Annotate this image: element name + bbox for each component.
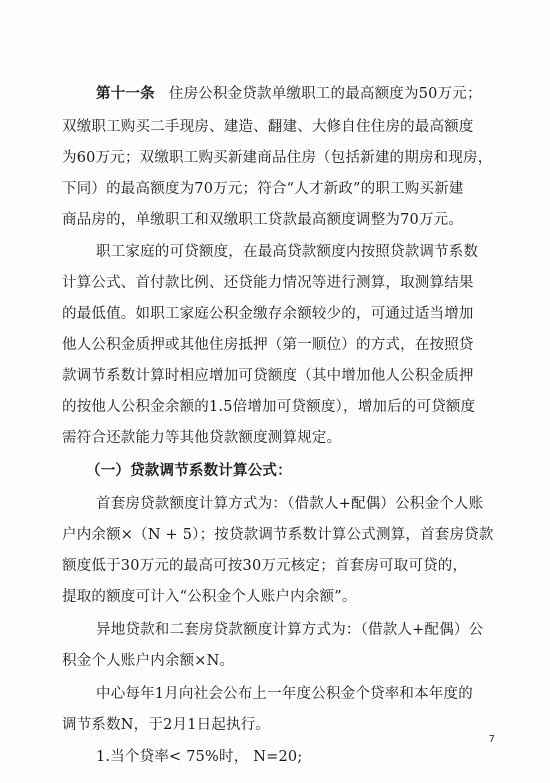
- para2-line-3: 的最低值。如职工家庭公积金缴存余额较少的，可通过适当增加: [62, 306, 474, 322]
- para3-line-3: 额度低于30万元的最高可按30万元核定；首套房可取可贷的，: [62, 558, 468, 574]
- article-first-line: [96, 84, 482, 104]
- para5-line-2: 调节系数N，于2月1日起执行。: [62, 717, 271, 733]
- para2-line-5: 款调节系数计算时相应增加可贷额度（其中增加他人公积金质押: [62, 368, 474, 384]
- para2-line-6: 的按他人公积金余额的1.5倍增加可贷额度），增加后的可贷额度: [62, 399, 476, 415]
- para2-line-1: 职工家庭的可贷额度，在最高贷款额度内按照贷款调节系数: [96, 244, 479, 260]
- para3-line-2: 户内余额×（N + 5）；按贷款调节系数计算公式测算，首套房贷款: [62, 527, 494, 543]
- list-item-1: 1.当个贷率< 75%时， N=20;: [96, 749, 303, 765]
- para4-line-1: 异地贷款和二套房贷款额度计算方式为：（借款人+配偶）公: [96, 622, 484, 638]
- article-heading: 第十一条: [96, 86, 155, 102]
- article-line-5: 商品房的，单缴职工和双缴职工贷款最高额度调整为70万元。: [62, 212, 464, 228]
- para2-line-2: 计算公式、首付款比例、还贷能力情况等进行测算，取测算结果: [62, 275, 474, 291]
- para5-line-1: 中心每年1月向社会公布上一年度公积金个贷率和本年度的: [96, 686, 473, 702]
- article-line-4: 下同）的最高额度为70万元；符合“人才新政”的职工购买新建: [62, 181, 464, 197]
- article-line-2: 双缴职工购买二手现房、建造、翻建、大修自住住房的最高额度: [62, 119, 474, 135]
- para2-line-4: 他人公积金质押或其他住房抵押（第一顺位）的方式，在按照贷: [62, 337, 474, 353]
- page-number: 7: [488, 734, 495, 745]
- article-line-3: 为60万元；双缴职工购买新建商品住房（包括新建的期房和现房，: [62, 150, 493, 166]
- para3-line-1: 首套房贷款额度计算方式为：（借款人+配偶）公积金个人账: [96, 496, 484, 512]
- para4-line-2: 积金个人账户内余额×N。: [62, 653, 235, 669]
- section-heading: （一）贷款调节系数计算公式：: [86, 463, 292, 479]
- para2-line-7: 需符合还款能力等其他贷款额度测算规定。: [62, 430, 342, 446]
- article-line-1: 住房公积金贷款单缴职工的最高额度为50万元；: [168, 86, 482, 102]
- para3-line-4: 提取的额度可计入“公积金个人账户内余额”。: [62, 589, 357, 605]
